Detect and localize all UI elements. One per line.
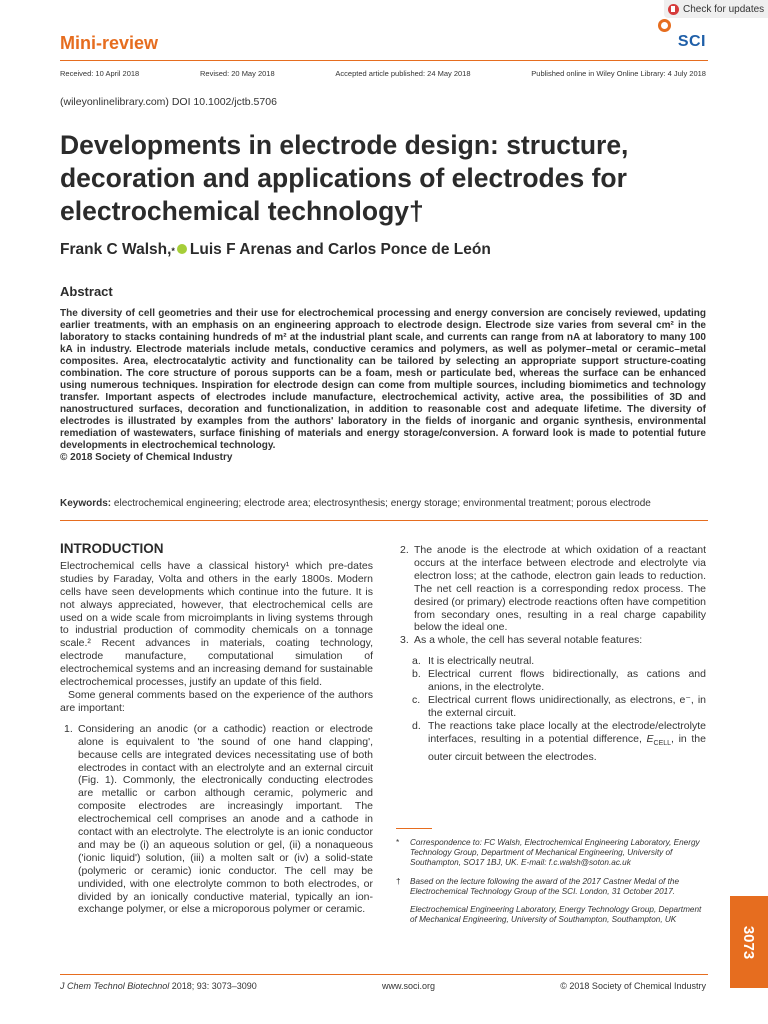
author-walsh[interactable]: Frank C Walsh, xyxy=(60,241,172,258)
footnote-mark: * xyxy=(396,838,400,847)
intro-paragraph-2: Some general comments based on the experience of the authors are important: xyxy=(60,688,373,714)
page-number: 3073 xyxy=(740,925,758,959)
footer-divider xyxy=(60,974,708,975)
list-item xyxy=(412,720,706,764)
list-item-number: 2. xyxy=(400,544,409,556)
footnote-text: Correspondence to: FC Walsh, Electrochemical Engineering Laboratory, Energy Technology Group, Department of Mechanical Engineering, University of Southampton, SO17 1BJ, UK. E-mail: f.c.walsh@soton.ac.uk xyxy=(410,838,700,868)
page-number-tab xyxy=(730,896,768,988)
list-item-text: The anode is the electrode at which oxidation of a reactant occurs at the interface between electrode and electrolyte via electron loss; at the cathode, electron gain leads to reduction. The net cell reaction is a corresponding redox process. The desired (or primary) electrode reactions often have competition from secondary ones, resulting in a real charge capability below the ideal one. xyxy=(414,544,706,634)
footnote-divider xyxy=(396,828,432,829)
list-item-letter: d. xyxy=(412,719,421,732)
footnotes xyxy=(396,838,708,933)
received-date: Received: 10 April 2018 xyxy=(60,69,140,78)
lettered-list xyxy=(396,655,706,763)
footnote-text: Based on the lecture following the award of the 2017 Castner Medal of the Electrochemical Technology Group of the SCI. London, 31 October 2017. xyxy=(410,876,679,896)
ecell-subscript: CELL xyxy=(653,739,672,747)
list-item-text: It is electrically neutral. xyxy=(428,655,535,668)
list-item-text-post: , in the outer circuit between the electrodes. xyxy=(428,732,706,763)
numbered-list-continued xyxy=(396,544,706,647)
footnote-correspondence xyxy=(396,838,708,869)
publication-dates xyxy=(60,69,706,78)
abstract-body: The diversity of cell geometries and their use for electrochemical processing and energy conversion are concisely reviewed, updating earlier treatments, with an emphasis on an engineering approach to electrode design. Electrode size varies from several cm² in the laboratory to stacks containing hundreds of m² at the industrial plant scale, and currents can range from nA at laboratory to many 100 kA in industry. Electrode materials include metals, conductive ceramics and polymers, as well as polymer–metal or ceramic–metal composites. Area, electrocatalytic activity and functionality can be tailored by selecting an appropriate support structure-coating combination. The core structure of porous supports can be a foam, mesh or particulate bed, whereas the surface can be enhanced using numerous techniques. Inspiration for electrode design can come from multiple sources, including biomimetics and technology transfer. Important aspects of electrodes include manufacture, electrochemical activity, active area, the possibilities of 3D and nanostructured surfaces, decoration and functionalization, in addition to reasonable cost and adequate lifetime. The diversity of electrodes is illustrated by examples from the authors' laboratory in the fields of inorganic and organic synthesis, environmental remediation of wastewaters, surface finishing of materials and energy storage/conversion. A forward look is made to potential future developments in electrochemical technology. xyxy=(60,308,706,451)
list-item xyxy=(412,668,706,694)
abstract-heading: Abstract xyxy=(60,284,113,299)
corresponding-mark: * xyxy=(171,246,175,256)
check-for-updates-label: Check for updates xyxy=(683,3,765,15)
page-footer xyxy=(60,981,706,991)
section-label: Mini-review xyxy=(60,33,159,53)
list-item-letter: a. xyxy=(412,655,421,668)
keywords-label: Keywords: xyxy=(60,498,112,509)
list-item xyxy=(396,544,706,634)
footnote-mark: † xyxy=(396,876,401,886)
footnote-affiliation xyxy=(396,905,708,925)
list-item-text: Electrical current flows bidirectionally, as cations and anions, in the electrolyte. xyxy=(428,668,706,694)
website-link[interactable]: www.soci.org xyxy=(382,981,436,991)
list-item xyxy=(412,694,706,720)
sci-logo-icon xyxy=(654,19,706,53)
orcid-icon[interactable] xyxy=(177,244,187,254)
left-column xyxy=(60,543,373,916)
keywords xyxy=(60,498,710,509)
citation-detail: 2018; 93: 3073–3090 xyxy=(169,981,257,991)
journal-citation xyxy=(60,981,257,991)
sci-logo-text: SCI xyxy=(677,33,706,50)
ecell-variable: E xyxy=(646,732,654,745)
list-item xyxy=(412,655,706,668)
list-item-number: 3. xyxy=(400,634,409,647)
header-divider xyxy=(60,60,708,61)
list-item-text: Considering an anodic (or a cathodic) reaction or electrode alone is equivalent to 'the sound of one hand clapping', because cells are integrated devices necessitating use of both electrodes in contact with an electrolyte and an external circuit (Fig. 1). Commonly, the electronically conducting electrodes are metallic or carbon although ceramic, polymeric and composite electrodes are increasingly important. The electrochemical cell comprises an anode and a cathode in contact with an electrolyte. The electrolyte is an ionic conductor and may be (i) an aqueous solution or gel, (ii) a nonaqueous ('ionic liquid') solution, (iii) a molten salt or (iv) a solid-state (polymeric or ceramic) ionic conductor. The cell may be undivided, with one electrolyte common to both electrodes, or divided by an ionically conductive material, typically an ion-exchange polymer, or else a microporous polymer or ceramic. xyxy=(78,722,373,916)
journal-name: J Chem Technol Biotechnol xyxy=(60,981,170,991)
authors-rest: Luis F Arenas and Carlos Ponce de León xyxy=(189,241,491,258)
author-list xyxy=(60,241,491,259)
footnote-lecture xyxy=(396,877,708,897)
check-for-updates-badge[interactable] xyxy=(664,0,768,18)
intro-paragraph-1: Electrochemical cells have a classical history¹ which pre-dates studies by Faraday, Volta and others in the early 1800s. Modern cells have seen developments which continue into the future. It is not always appreciated, however, that electrochemical cells are used on a wide scale from microimplants in living systems through to industrial production of commodity chemicals on a tonnage scale.² Recent advances in materials, coating technology, electrode manufacture, computational simulation of electrochemical systems and an increasing demand for sustainable electrochemical processes, justify an update of this field. xyxy=(60,559,373,689)
accepted-date: Accepted article published: 24 May 2018 xyxy=(335,69,471,78)
list-item xyxy=(60,723,373,917)
list-item-text-pre: The reactions take place locally at the electrode/electrolyte interfaces, resulting in a potential difference, xyxy=(428,719,706,745)
numbered-list xyxy=(60,723,373,917)
list-item-text: As a whole, the cell has several notable features: xyxy=(414,634,643,647)
list-item-letter: c. xyxy=(412,693,421,706)
keywords-list: electrochemical engineering; electrode area; electrosynthesis; energy storage; environmental treatment; porous electrode xyxy=(113,498,651,509)
published-date: Published online in Wiley Online Library: 4 July 2018 xyxy=(531,69,706,78)
keywords-divider xyxy=(60,520,708,521)
list-item-letter: b. xyxy=(412,668,421,681)
doi-line: (wileyonlinelibrary.com) DOI 10.1002/jctb.5706 xyxy=(60,96,277,108)
list-item-number: 1. xyxy=(64,722,73,735)
abstract-text xyxy=(60,308,706,464)
list-item xyxy=(396,634,706,647)
footer-copyright: © 2018 Society of Chemical Industry xyxy=(560,981,706,991)
introduction-heading: INTRODUCTION xyxy=(60,541,164,556)
revised-date: Revised: 20 May 2018 xyxy=(200,69,275,78)
sci-logo-ring xyxy=(658,19,671,32)
article-title: Developments in electrode design: structure, decoration and applications of electrodes for electrochemical technology† xyxy=(60,130,629,226)
bookmark-icon xyxy=(668,4,679,15)
list-item-text: Electrical current flows unidirectionally, as electrons, e⁻, in the external circuit. xyxy=(428,693,706,719)
footnote-text: Electrochemical Engineering Laboratory, Energy Technology Group, Department of Mechanical Engineering, University of Southampton, Southampton, UK xyxy=(410,905,702,925)
right-column xyxy=(396,544,706,764)
abstract-copyright: © 2018 Society of Chemical Industry xyxy=(60,452,233,463)
